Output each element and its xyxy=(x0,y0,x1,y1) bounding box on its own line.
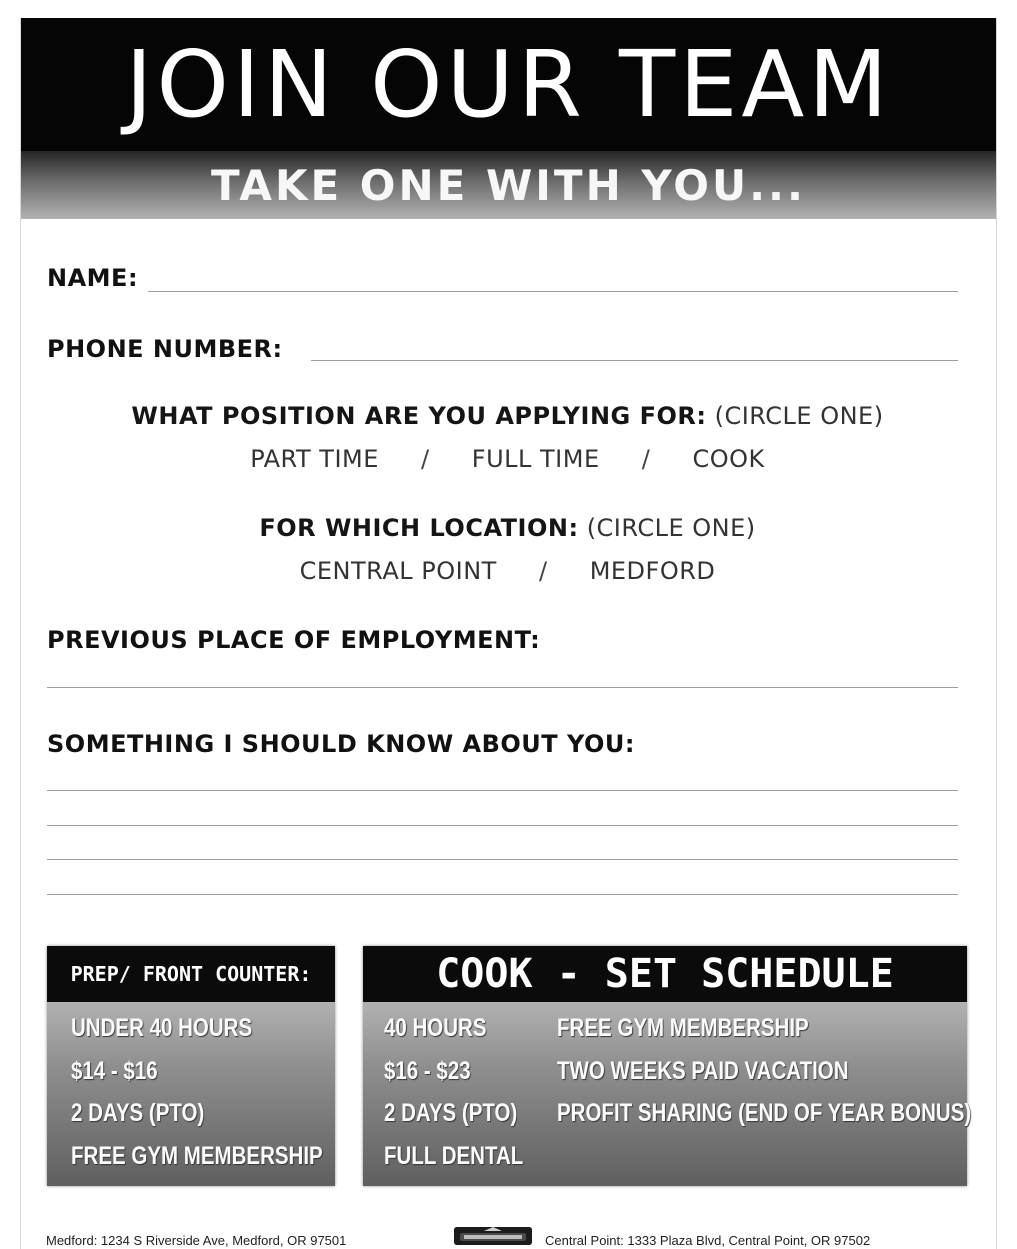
prep-pto: 2 DAYS (PTO) xyxy=(71,1099,205,1127)
restaurant-logo-icon xyxy=(454,1227,532,1245)
cook-gym: FREE GYM MEMBERSHIP xyxy=(557,1014,809,1042)
about-you-label: SOMETHING I SHOULD KNOW ABOUT YOU: xyxy=(47,730,636,758)
cook-profit-sharing: PROFIT SHARING (END OF YEAR BONUS) xyxy=(557,1099,972,1127)
name-label: NAME: xyxy=(47,264,139,292)
name-line xyxy=(148,291,958,292)
prep-pay: $14 - $16 xyxy=(71,1057,158,1085)
separator: / xyxy=(421,445,430,473)
location-question: FOR WHICH LOCATION: xyxy=(259,514,579,542)
option-medford: MEDFORD xyxy=(589,557,716,585)
prep-hours: UNDER 40 HOURS xyxy=(71,1014,253,1042)
prep-box-title: PREP/ FRONT COUNTER: xyxy=(47,946,335,1002)
page-title: JOIN OUR TEAM xyxy=(21,18,996,151)
option-central-point: CENTRAL POINT xyxy=(299,557,497,585)
cook-box-title: COOK - SET SCHEDULE xyxy=(363,946,967,1002)
position-hint: (CIRCLE ONE) xyxy=(714,402,884,430)
cook-set-schedule-box xyxy=(363,946,972,1186)
about-you-line xyxy=(47,859,958,860)
location-options xyxy=(20,557,995,585)
footer-central-point-address: Central Point: 1333 Plaza Blvd, Central Point, OR 97502 xyxy=(545,1233,871,1248)
phone-label: PHONE NUMBER: xyxy=(47,335,283,363)
footer-medford-address: Medford: 1234 S Riverside Ave, Medford, OR 97501 xyxy=(46,1233,347,1248)
position-options xyxy=(20,445,995,473)
separator: / xyxy=(538,557,548,585)
phone-line xyxy=(311,360,958,361)
cook-hours: 40 HOURS xyxy=(384,1014,487,1042)
previous-employment-label: PREVIOUS PLACE OF EMPLOYMENT: xyxy=(47,626,541,654)
cook-pay: $16 - $23 xyxy=(384,1057,471,1085)
position-question-row xyxy=(20,402,995,430)
cook-dental: FULL DENTAL xyxy=(384,1142,524,1170)
page-subtitle: TAKE ONE WITH YOU... xyxy=(21,151,996,219)
location-question-row xyxy=(20,514,995,542)
option-part-time: PART TIME xyxy=(250,445,379,473)
position-question: WHAT POSITION ARE YOU APPLYING FOR: xyxy=(131,402,707,430)
previous-employment-line xyxy=(47,687,958,688)
about-you-line xyxy=(47,790,958,791)
separator: / xyxy=(641,445,651,473)
about-you-line xyxy=(47,825,958,826)
about-you-line xyxy=(47,894,958,895)
option-full-time: FULL TIME xyxy=(471,445,600,473)
prep-gym: FREE GYM MEMBERSHIP xyxy=(71,1142,323,1170)
option-cook: COOK xyxy=(692,445,765,473)
cook-vacation: TWO WEEKS PAID VACATION xyxy=(557,1057,849,1085)
prep-front-counter-box xyxy=(47,946,335,1186)
location-hint: (CIRCLE ONE) xyxy=(586,514,756,542)
cook-pto: 2 DAYS (PTO) xyxy=(384,1099,518,1127)
